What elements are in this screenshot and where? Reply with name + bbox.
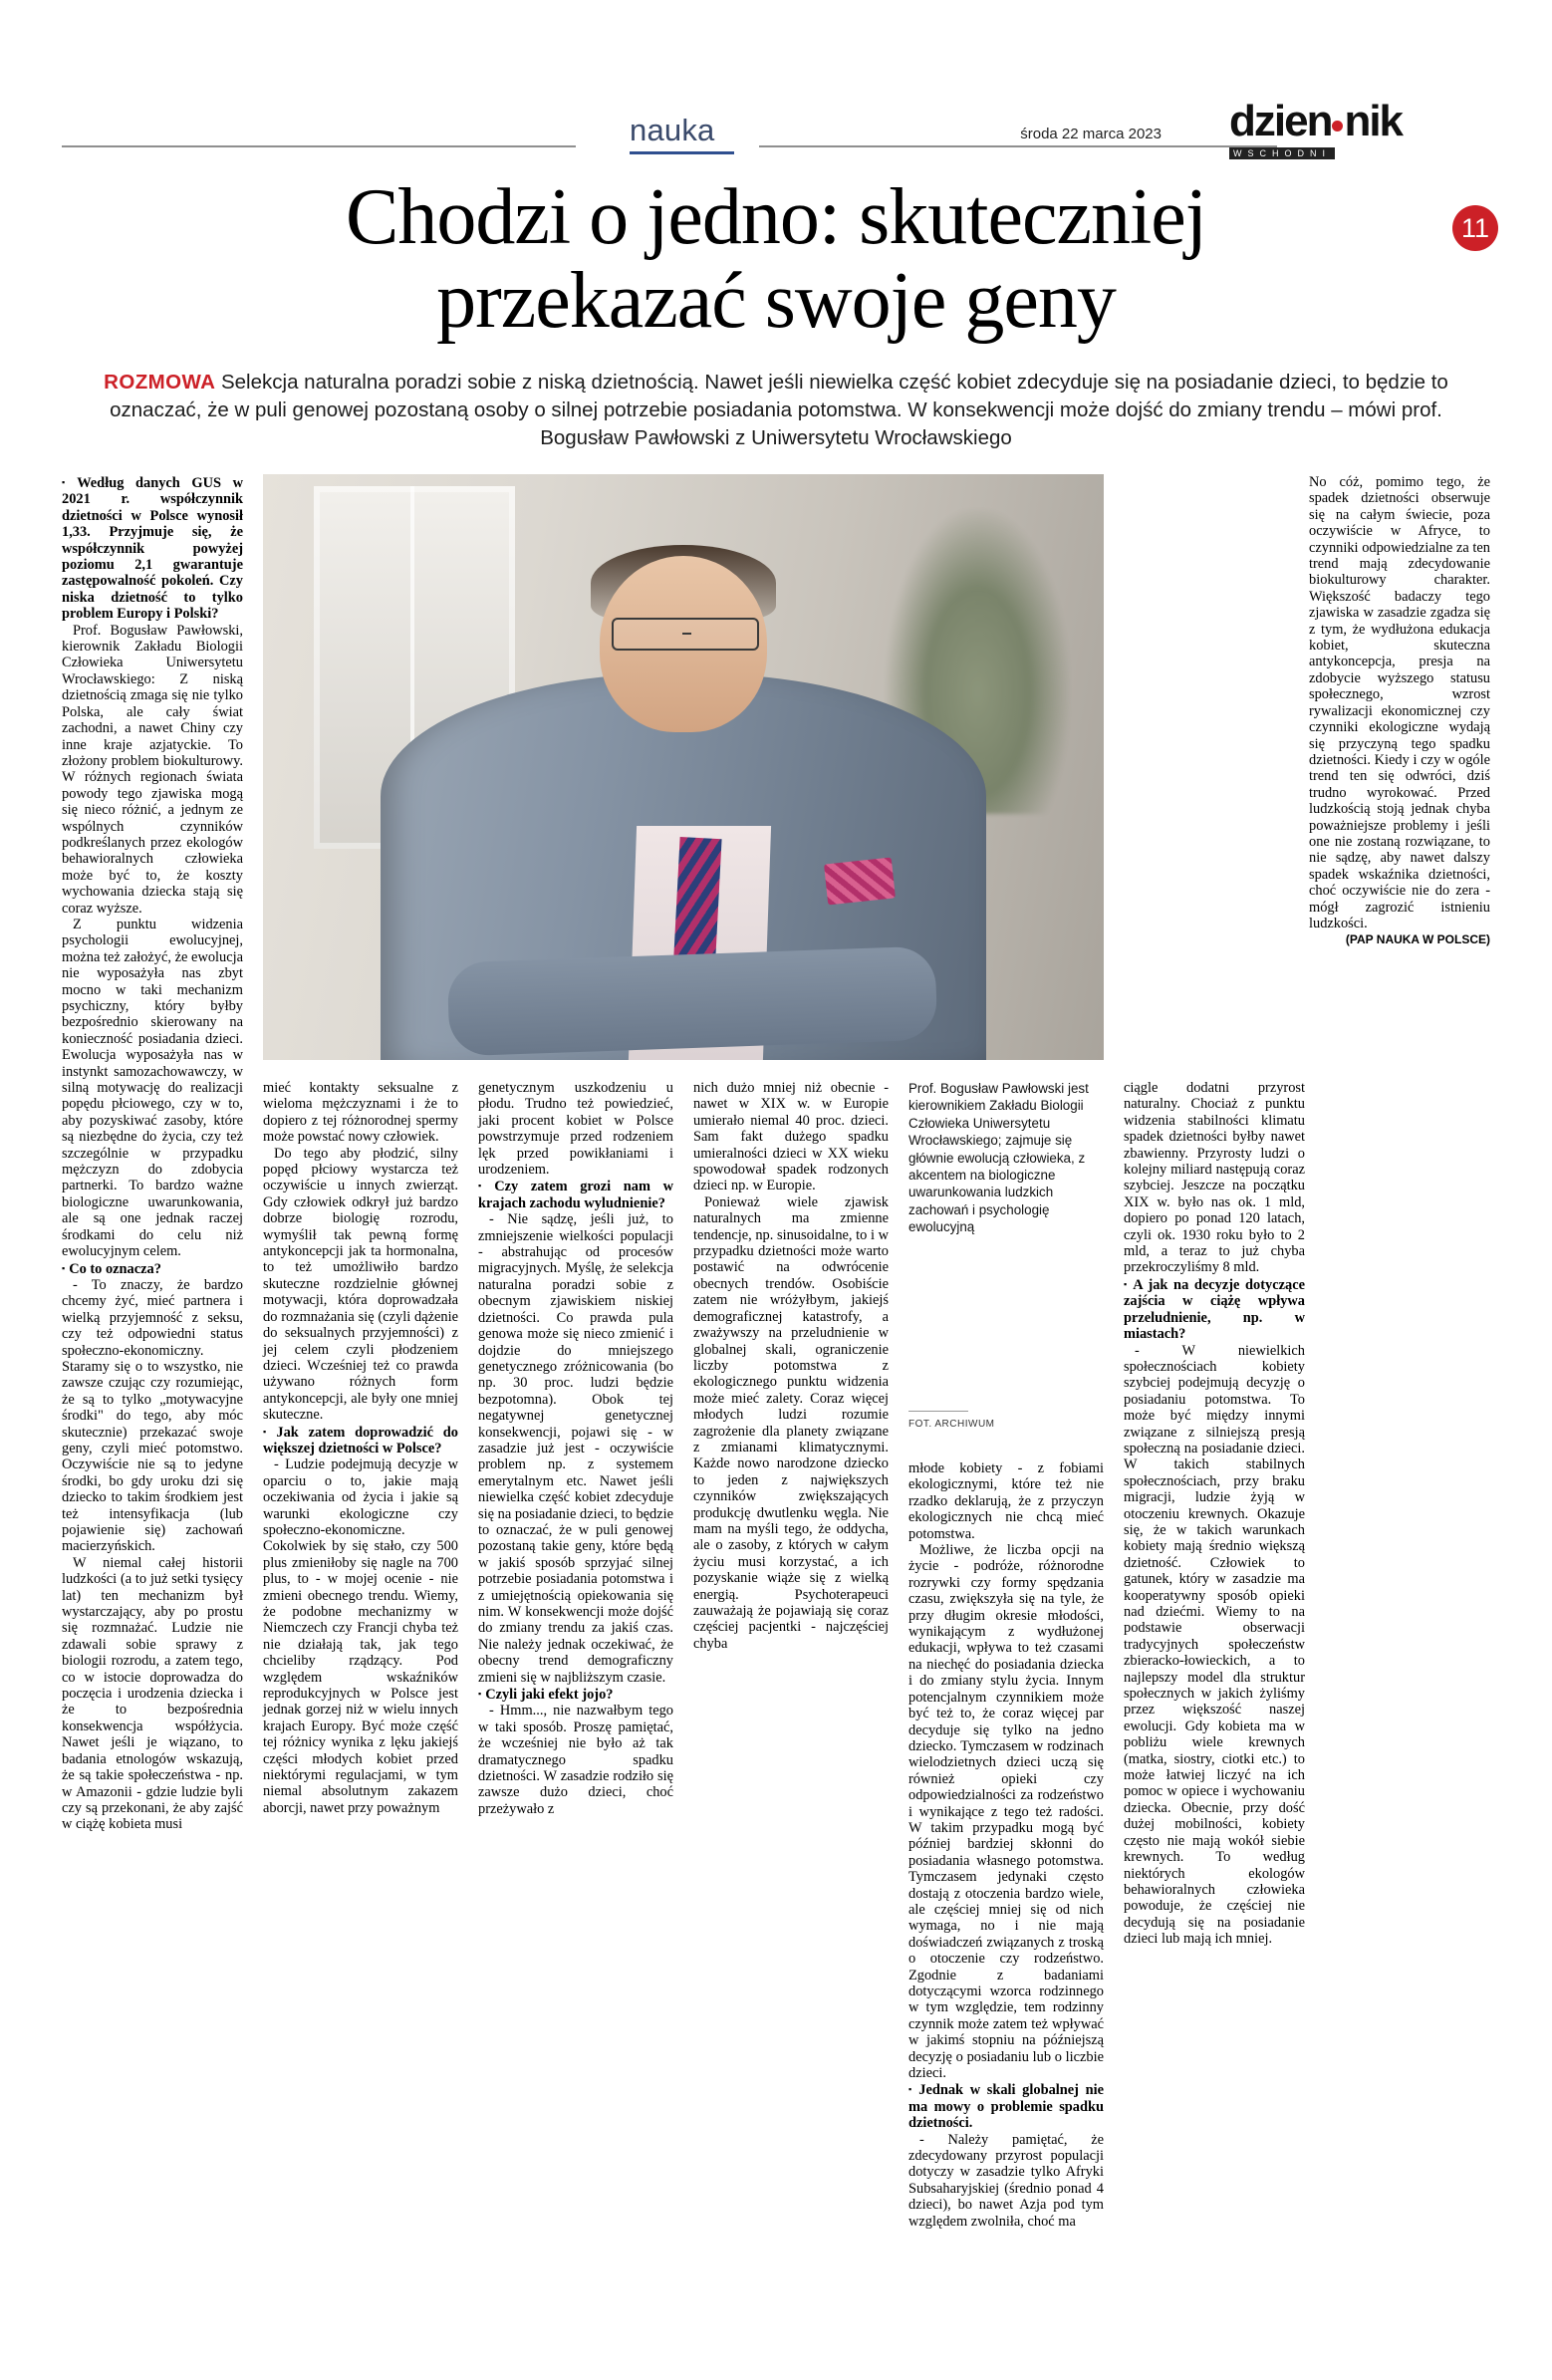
article-paragraph: Ponieważ wiele zjawisk naturalnych ma zmienne tendencje, np. sinusoidalne, to i w przypadku dzietności może warto postawić na odwrócenie obecnych trendów. Osobiście zatem nie wróżyłbym, jakiejś demograficznej katastrofy, a zważywszy na przeludnienie w globalnej skali, ograniczenie liczby potomstwa z ekologicznego punktu widzenia może mieć zalety. Coraz więcej młodych ludzi rozumie zagrożenie dla planety związane z zmianami klimatycznymi. Każde nowo narodzone dziecko to jeden z największych czynników zwiększających produkcję dwutlenku węgla. Nie mam na myśli tego, że oddycha, ale o zasoby, z których w całym życiu musi korzystać, a ich pozyskanie wiąże się z wielką energią. Psychoterapeuci zauważają że pojawiają się coraz częściej pacjentki - najczęściej chyba (693, 1193, 889, 1652)
article-paragraph: - Hmm..., nie nazwałbym tego w taki sposób. Proszę pamiętać, że wcześniej nie było aż tak dramatycznego spadku dzietności. W zasadzie rodziło się zawsze dużo dzieci, choć przeżywało z (478, 1703, 673, 1817)
publication-date: środa 22 marca 2023 (1020, 126, 1162, 142)
interview-question: ▪ Jednak w skali globalnej nie ma mowy o problemie spadku dzietności. (908, 2081, 1104, 2131)
interview-question: ▪ Czyli jaki efekt jojo? (478, 1686, 673, 1703)
text-column-5 (908, 1460, 1104, 2230)
masthead (62, 97, 1490, 165)
text-column-6 (1124, 1080, 1305, 1948)
logo-word-part1: dzien (1229, 97, 1332, 145)
caption-rule (908, 1411, 968, 1412)
interview-question: ▪ Czy zatem grozi nam w krajach zachodu wyludnienie? (478, 1178, 673, 1211)
interview-question: ▪ Jak zatem doprowadzić do większej dzietności w Polsce? (263, 1424, 458, 1457)
article-paragraph: mieć kontakty seksualne z wieloma mężczyznami i że to dopiero z tej różnorodnej spermy może powstać nowy człowiek. (263, 1080, 458, 1146)
interview-question: ▪ Co to oznacza? (62, 1260, 243, 1277)
article-paragraph: - To znaczy, że bardzo chcemy żyć, mieć partnera i wielką przyjemność z seksu, czy też odpowiedni status społeczno-ekonomiczny. Staramy się o to wszystko, nie zawsze czując czy rozumiejąc, że są to tylko „motywacyjne środki" do tego, aby móc skutecznie) przekazać swoje geny, czyli mieć potomstwo. Oczywiście nie są to jedyne środki, bo gdy uroku dzi się dziecko to takim środkiem jest też intensyfikacja (lub pojawienie się) zachowań macierzyńskich. (62, 1276, 243, 1555)
article-paragraph: No cóż, pomimo tego, że spadek dzietności obserwuje się na całym świecie, poza oczywiście w Afryce, to czynniki odpowiedzialne za ten trend mają zdecydowanie biokulturowy charakter. Większość badaczy tego zjawiska w zasadzie zgadza się z tym, że wydłużona edukacja kobiet, skuteczna antykoncepcja, presja na zdobycie wyższego statusu społecznego, wzrost rywalizacji ekonomicznej czy czynniki ekologiczne wydają się przyczyną tego spadku dzietności. Kiedy i czy w ogóle trend ten się odwróci, dziś trudno wyrokować. Przed ludzkością stoją jednak chyba poważniejsze problemy i jeśli one nie zostaną rozwiązane, to nie sądzę, aby nawet dalszy spadek wskaźnika dzietności, choć oczywiście nie do zera - mógł zagrozić istnieniu ludzkości. (1309, 474, 1490, 931)
photo-subject-arms (446, 946, 937, 1057)
masthead-rule-left (62, 145, 576, 147)
article-paragraph: W niemal całej historii ludzkości (a to już setki tysięcy lat) ten mechanizm był wystarczający, aby po prostu się rozmnażać. Ludzie nie zdawali sobie sprawy z biologii rozrodu, a zatem tego, co w istocie doprowadza do poczęcia i urodzenia dziecka i że to bezpośrednia konsekwencja współżycia. Nawet jeśli je wiązano, to badania etnologów wskazują, że są takie społeczeństwa - np. w Amazonii - gdzie ludzie byli czy są przekonani, że aby zajść w ciążę kobieta musi (62, 1554, 243, 1833)
article-paragraph: - Należy pamiętać, że zdecydowany przyrost populacji dotyczy w zasadzie tylko Afryki Subsaharyjskiej (średnio ponad 4 dzieci), bo nawet Azja pod tym względem zwolniła, choć ma (908, 2131, 1104, 2230)
photo-subject-glasses (612, 618, 758, 651)
headline-line-1: Chodzi o jedno: skuteczniej (346, 173, 1206, 261)
article-paragraph: Z punktu widzenia psychologii ewolucyjnej, można też założyć, że ewolucja nie wyposażyła nas zbyt mocno w taki mechanizm psychiczny, który byłby bezpośrednio skierowany na konieczność posiadania dzieci. Ewolucja wyposażyła nas w instynkt samozachowawczy, w silną motywację do realizacji popędu płciowego, czy w to, aby pozyskiwać zasoby, które są niezbędne do życia, czy też szczególnie w przypadku mężczyzn do zdobycia partnerki. To bardzo ważne biologiczne uwarunkowania, ale są one jednak raczej środkami do celu niż ewolucyjnym celem. (62, 916, 243, 1260)
logo-word-part2: nik (1344, 97, 1403, 145)
article-paragraph: Do tego aby płodzić, silny popęd płciowy wystarcza też oczywiście u innych zwierząt. Gdy człowiek odkrył już bardzo dobrze biologię rozrodu, wymyślił tak pewną formę antykoncepcji jak ta hormonalna, to też umożliwiło bardzo skuteczne rozdzielnie głównej motywacji, która doprowadzała do rozmnażania się (czyli dążenie do seksualnych przyjemności) z jej celem czyli płodzeniem dzieci. Wcześniej też co prawda używano różnych form antykoncepcji, ale były one mniej skuteczne. (263, 1145, 458, 1424)
photo-credit: FOT. ARCHIWUM (908, 1419, 995, 1430)
article-paragraph: ciągle dodatni przyrost naturalny. Chociaż z punktu widzenia stabilności klimatu spadek dzietności byłby nawet zbawienny. Przyrosty ludzi o kolejny miliard następują coraz szybciej. Jeszcze na początku XIX w. było nas ok. 1 mld, dopiero po ponad 120 latach, czyli ok. 1930 roku było to 2 mld, a teraz to już chyba przekroczyliśmy 8 mld. (1124, 1080, 1305, 1276)
newspaper-logo (1229, 97, 1428, 158)
section-label: nauka (630, 113, 715, 147)
article-paragraph: - W niewielkich społecznościach kobiety szybciej podejmują decyzję o posiadaniu potomstwa. To może być między innymi związane z silniejszą presją społeczną na posiadanie dzieci. W takich stabilnych społecznościach, przy braku migracji, ludzie żyją w otoczeniu krewnych. Okazuje się, że w takich warunkach kobiety mają średnio większą dzietność. Człowiek to gatunek, który w zasadzie ma kooperatywny sposób opieki nad dziećmi. Wiemy to na podstawie obserwacji tradycyjnych społeczeństw zbieracko-łowieckich, a to najlepszy model dla struktur społecznych w jakich żyliśmy przez większość naszej ewolucji. Gdy kobieta ma w pobliżu wiele krewnych (matka, siostry, ciotki etc.) to może łatwiej liczyć na ich pomoc w opiece i wychowaniu dziecka. Obecnie, przy dość dużej mobilności, kobiety często nie mają wokół siebie krewnych. To według niektórych ekologów behawioralnych człowieka powoduje, że częściej nie decydują się na posiadanie dzieci lub mają ich mniej. (1124, 1342, 1305, 1948)
logo-subtitle: WSCHODNI (1229, 147, 1335, 159)
article-paragraph: - Ludzie podejmują decyzje w oparciu o to, jakie mają oczekiwania od życia i jakie są warunki ekologiczne czy społeczno-ekonomiczne. Cokolwiek by się stało, czy 500 plus zmieniłoby się nagle na 700 plus, to - w mojej ocenie - nie zmieni obecnego trendu. Wiemy, że podobne mechanizmy w Niemczech czy Francji chyba też nie działają tak, jak tego chcieliby rządzący. Pod względem wskaźników reprodukcyjnych w Polsce jest jednak gorzej niż w wielu innych krajach Europy. Być może część tej różnicy wynika z lęku jakiejś części młodych kobiet przed niektórymi regulacjami, w tym niemal absolutnym zakazem aborcji, nawet przy poważnym (263, 1456, 458, 1816)
article-photo (263, 474, 1104, 1060)
article-paragraph: genetycznym uszkodzeniu u płodu. Trudno też powiedzieć, jaki procent kobiet w Polsce powstrzymuje przed rodzeniem lęk przed powikłaniami i urodzeniem. (478, 1080, 673, 1179)
logo-dot-icon (1332, 121, 1343, 132)
lead-text: Selekcja naturalna poradzi sobie z niską dzietnością. Nawet jeśli niewielka część kobiet zdecyduje się na posiadanie dzieci, to będzie to oznaczać, że w puli genowej pozostaną osoby o silnej potrzebie posiadania potomstwa. W konsekwencji może dojść do zmiany trendu – mówi prof. Bogusław Pawłowski z Uniwersytetu Wrocławskiego (110, 371, 1448, 449)
logo-wordmark (1229, 97, 1428, 145)
lead-kicker: ROZMOWA (104, 371, 216, 394)
interview-question: ▪ Według danych GUS w 2021 r. współczynnik dzietności w Polsce wynosił 1,33. Przyjmuje się, że współczynnik powyżej poziomu 2,1 gwarantuje zastępowalność pokoleń. Czy niska dzietność to tylko problem Europy i Polski? (62, 474, 243, 623)
section-underline (630, 151, 734, 154)
text-column-3 (478, 1080, 673, 1817)
article-paragraph: młode kobiety - z fobiami ekologicznymi, które też nie rzadko deklarują, że z przyczyn ekologicznych nie chcą mieć potomstwa. (908, 1460, 1104, 1542)
masthead-rule-right (759, 145, 1277, 147)
article-paragraph: Możliwe, że liczba opcji na życie - podróże, różnorodne rozrywki czy formy spędzania czasu, zwiększyła się na tyle, że przy długim okresie młodości, wynikającym z wydłużonej edukacji, wpływa to też czasami na niechęć do posiadania dziecka i do zmiany stylu życia. Innym potencjalnym czynnikiem może być też to, że coraz więcej par decyduje się tylko na jedno dziecko. Tymczasem w rodzinach wielodzietnych dzieci uczą się również opieki czy odpowiedzialności za rodzeństwo i wynikające z tego też radości. W takim przypadku mogą być później bardziej skłonni do posiadania własnego potomstwa. Tymczasem jedynaki często dostają z otoczenia bardzo wiele, ale częściej mniej się od nich wymaga, no i nie mają doświadczeń związanych z troską o otoczenie czy rodzeństwo. Zgodnie z badaniami dotyczącymi wzorca rodzinnego w tym względzie, tem rodzinny czynnik może zatem też wpływać w jakimś stopniu na późniejszą decyzję o posiadaniu lub o liczbie dzieci. (908, 1542, 1104, 2082)
text-column-1 (62, 474, 243, 1833)
page-number-badge: 11 (1452, 205, 1498, 251)
photo-intro-caption: Prof. Bogusław Pawłowski jest kierownikiem Zakładu Biologii Człowieka Uniwersytetu Wrocławskiego; zajmuje się głównie ewolucją człowieka, z akcentem na biologiczne uwarunkowania ludzkich zachowań i psychologię ewolucyjną (908, 1081, 1089, 1235)
article-paragraph: nich dużo mniej niż obecnie - nawet w XIX w. w Europie umierało niemal 40 proc. dzieci. Sam fakt dużego spadku umieralności dzieci w XX wieku spowodował spadek rodzonych dzieci np. w Europie. (693, 1080, 889, 1194)
text-column-4 (693, 1080, 889, 1652)
text-column-2 (263, 1080, 458, 1816)
photo-subject-pocket-square (825, 858, 896, 906)
article-paragraph: - Nie sądzę, jeśli już, to zmniejszenie wielkości populacji - abstrahując od procesów migracyjnych. Myślę, że selekcja naturalna poradzi sobie z obecnym zjawiskiem niskiej dzietności. Co prawda pula genowa może się nieco zmienić i dojdzie do mniejszego genetycznego zróżnicowania (bo np. 30 proc. ludzi będzie bezpotomna). Obok tej negatywnej genetycznej konsekwencji, pojawi się - w zasadzie już jest - oczywiście problem np. z systemem emerytalnym etc. Nawet jeśli niewielka część kobiet zdecyduje się na posiadanie dzieci, to będzie to oznaczać, że w puli genowej pozostaną takie geny, które będą w jakiś sposób sprzyjać silnej potrzebie posiadania potomstwa i z umiejętnością opiekowania się nim. W konsekwencji może dojść do zmiany trendu za jakiś czas. Nie należy jednak oczekiwać, że obecny trend demograficzny zmieni się w najbliższym czasie. (478, 1211, 673, 1686)
article-paragraph: Prof. Bogusław Pawłowski, kierownik Zakładu Biologii Człowieka Uniwersytetu Wrocławskiego: Z niską dzietnością zmaga się nie tylko Polska, ale cały świat zachodni, a nawet Chiny czy inne kraje azjatyckie. To złożony problem biokulturowy. W różnych regionach świata powody tego zjawiska mogą się nieco różnić, a jednym ze wspólnych czynników podkreślanych przez ekologów behawioralnych człowieka może być to, że koszty wychowania dziecka stają się coraz wyższe. (62, 622, 243, 917)
interview-question: ▪ A jak na decyzje dotyczące zajścia w ciążę wpływa przeludnienie, np. w miastach? (1124, 1276, 1305, 1343)
article-source: (PAP NAUKA W POLSCE) (1345, 932, 1490, 947)
newspaper-page (0, 97, 1552, 2380)
article-lead (92, 369, 1460, 452)
page-title (62, 175, 1490, 343)
headline-line-2: przekazać swoje geny (436, 257, 1116, 345)
text-column-7 (1309, 474, 1490, 948)
